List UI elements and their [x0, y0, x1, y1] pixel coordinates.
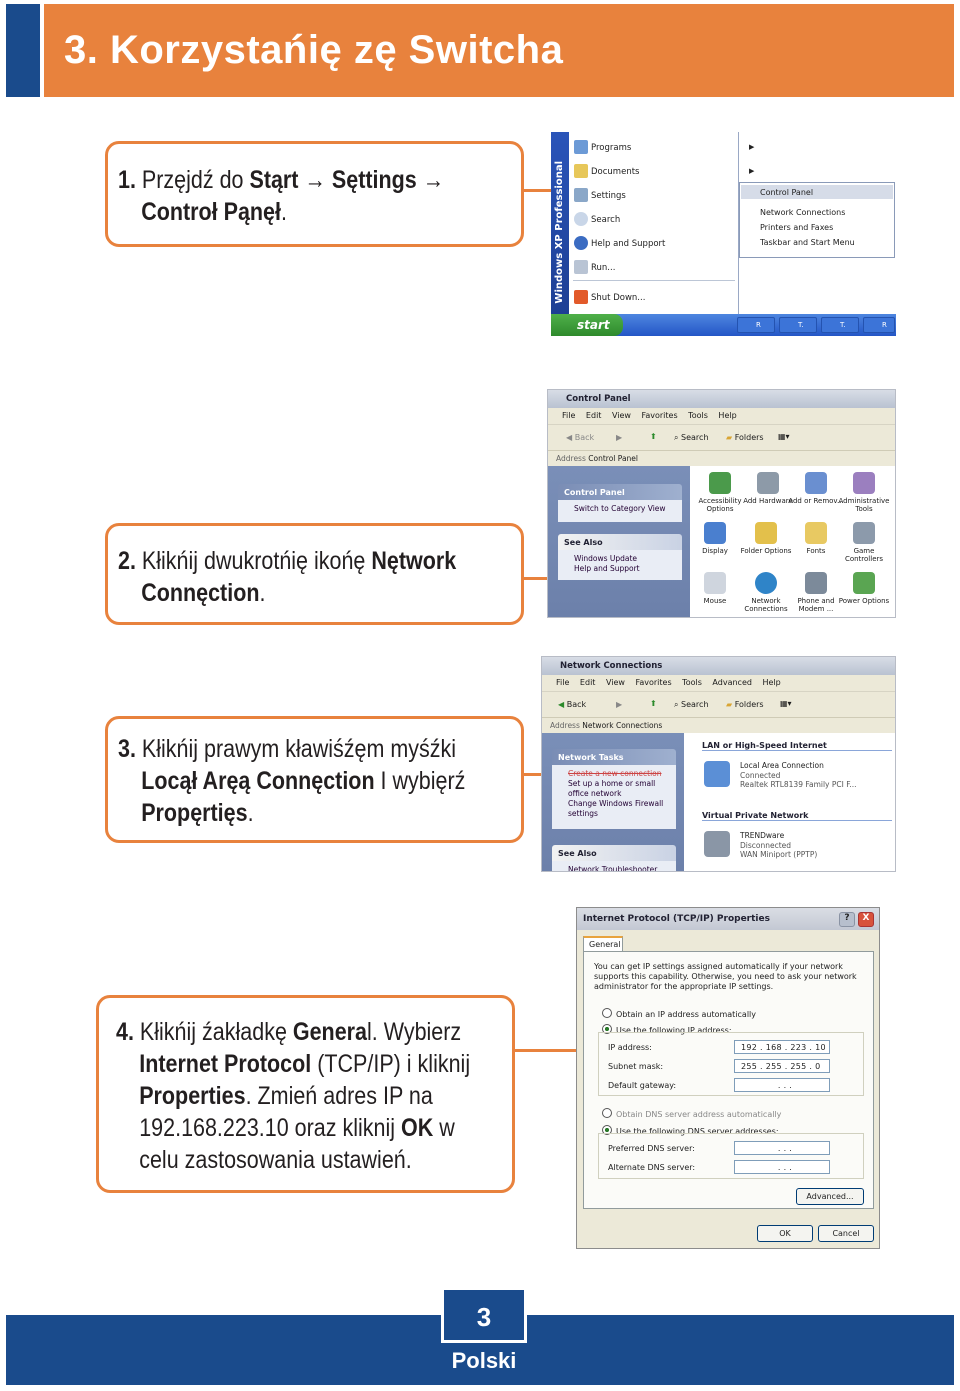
- taskbar-button[interactable]: T.: [779, 317, 817, 333]
- address-bar[interactable]: [542, 717, 895, 733]
- address-label: Address: [556, 454, 586, 463]
- display-icon: [704, 522, 726, 544]
- menu-divider: [573, 280, 735, 281]
- folder-icon: ▰: [726, 433, 735, 442]
- start-menu-screenshot: [551, 132, 896, 336]
- tab-general[interactable]: General: [583, 936, 623, 952]
- submenu-network-connections[interactable]: Network Connections: [760, 208, 846, 217]
- windows-update-link[interactable]: Windows Update: [574, 554, 638, 563]
- start-menu-side-label: Windows XP Professional: [554, 161, 565, 304]
- menu-bar[interactable]: File Edit View Favorites Tools Advanced Help: [542, 675, 895, 691]
- vpn-connection-icon: [704, 831, 730, 857]
- folders-button[interactable]: ▰ Folders: [726, 433, 764, 442]
- see-also-header[interactable]: See Also: [552, 845, 676, 861]
- local-area-connection[interactable]: Local Area Connection Connected Realtek RTL8139 Family PCI F...: [740, 761, 857, 789]
- address-bar[interactable]: [548, 450, 895, 466]
- cp-fonts[interactable]: Fonts: [786, 522, 846, 555]
- cancel-button[interactable]: Cancel: [818, 1225, 874, 1242]
- vpn-group-header: Virtual Private Network: [702, 811, 892, 821]
- submenu-printers[interactable]: Printers and Faxes: [760, 223, 834, 232]
- cp-add-remove[interactable]: Add or Remov...: [786, 472, 846, 505]
- back-arrow-icon: ◀: [558, 700, 567, 709]
- programs-icon: [574, 140, 588, 154]
- help-button[interactable]: ?: [839, 912, 855, 927]
- submenu-taskbar[interactable]: Taskbar and Start Menu: [760, 238, 855, 247]
- subnet-mask-field[interactable]: 255 . 255 . 255 . 0: [734, 1059, 830, 1073]
- up-folder-icon[interactable]: ⬆: [650, 699, 657, 708]
- address-value: Control Panel: [588, 454, 638, 463]
- ip-address-label: IP address:: [608, 1043, 652, 1052]
- search-button[interactable]: ⌕ Search: [674, 700, 709, 709]
- menu-item-documents[interactable]: Documents: [591, 167, 640, 177]
- task-panel-header[interactable]: Control Panel: [558, 484, 682, 500]
- see-also-header[interactable]: See Also: [558, 534, 682, 550]
- shutdown-icon: [574, 290, 588, 304]
- header-blue-block: [6, 4, 40, 97]
- step-1-text: 1. Przęjdź do Stąrt → Sęttings → Controł Pąnęł.: [118, 166, 445, 226]
- connections-list: [684, 733, 895, 871]
- menu-bar[interactable]: File Edit View Favorites Tools Help: [548, 408, 895, 424]
- preferred-dns-label: Preferred DNS server:: [608, 1144, 695, 1153]
- step-2-text: 2. Kłikńij dwukrotńię ikońę Nętwork Connęction.: [118, 547, 457, 607]
- dialog-title: Internet Protocol (TCP/IP) Properties: [577, 908, 879, 930]
- cp-admin-tools[interactable]: Administrative Tools: [834, 472, 894, 513]
- subnet-mask-label: Subnet mask:: [608, 1062, 664, 1071]
- start-button[interactable]: start: [551, 314, 623, 336]
- search-icon: [574, 212, 588, 226]
- toolbar: [542, 691, 895, 717]
- firewall-link[interactable]: Change Windows Firewall settings: [568, 799, 664, 818]
- accessibility-icon: [709, 472, 731, 494]
- alternate-dns-label: Alternate DNS server:: [608, 1163, 696, 1172]
- advanced-button[interactable]: Advanced...: [796, 1188, 864, 1205]
- admin-tools-icon: [853, 472, 875, 494]
- address-value: Network Connections: [582, 721, 663, 730]
- control-panel-icons: [690, 466, 895, 617]
- window-title: Network Connections: [542, 657, 895, 675]
- ip-address-field[interactable]: 192 . 168 . 223 . 10: [734, 1040, 830, 1054]
- window-title: Control Panel: [548, 390, 895, 408]
- search-icon: ⌕: [674, 700, 682, 709]
- page-title: 3. Korzystańię zę Switcha: [64, 28, 564, 72]
- page-number: 3: [476, 1302, 492, 1332]
- search-button[interactable]: ⌕ Search: [674, 433, 709, 442]
- obtain-ip-radio[interactable]: Obtain an IP address automatically: [602, 1008, 756, 1019]
- chevron-right-icon: ▶: [749, 143, 755, 151]
- vpn-connection[interactable]: TRENDware Disconnected WAN Miniport (PPTP): [740, 831, 818, 859]
- cp-network-connections[interactable]: Network Connections: [736, 572, 796, 613]
- network-icon: [755, 572, 777, 594]
- switch-category-link[interactable]: Switch to Category View: [574, 504, 666, 513]
- folders-button[interactable]: ▰ Folders: [726, 700, 764, 709]
- create-connection-link[interactable]: Create a new connection: [568, 769, 662, 778]
- search-icon: ⌕: [674, 433, 682, 442]
- views-icon[interactable]: ▦▾: [778, 432, 790, 441]
- general-tab-page: [583, 951, 874, 1209]
- forward-icon[interactable]: ▶: [616, 700, 623, 709]
- documents-icon: [574, 164, 588, 178]
- up-folder-icon[interactable]: ⬆: [650, 432, 657, 441]
- folder-icon: ▰: [726, 700, 735, 709]
- menu-item-run[interactable]: Run...: [591, 263, 616, 273]
- views-icon[interactable]: ▦▾: [780, 699, 792, 708]
- tcpip-properties-dialog: [576, 907, 880, 1249]
- task-panel-body: [558, 500, 682, 522]
- chevron-right-icon: ▶: [749, 167, 755, 175]
- run-icon: [574, 260, 588, 274]
- game-controller-icon: [853, 522, 875, 544]
- menu-item-help[interactable]: Help and Support: [591, 239, 666, 249]
- ok-button[interactable]: OK: [757, 1225, 813, 1242]
- troubleshooter-link[interactable]: Network Troubleshooter: [568, 865, 658, 872]
- taskbar-button[interactable]: T.: [821, 317, 859, 333]
- address-label: Address: [550, 721, 580, 730]
- taskbar-button[interactable]: R: [737, 317, 775, 333]
- gateway-label: Default gateway:: [608, 1081, 677, 1090]
- help-icon: [574, 236, 588, 250]
- dialog-intro: You can get IP settings assigned automatically if your network supports this capability. Otherwise, you need to ask your network administrator for the appropriate IP settings.: [594, 962, 857, 991]
- network-tasks-header[interactable]: Network Tasks: [552, 749, 676, 765]
- submenu-control-panel[interactable]: Control Panel: [760, 188, 814, 197]
- folder-options-icon: [755, 522, 777, 544]
- preferred-dns-field[interactable]: . . .: [734, 1141, 830, 1155]
- taskbar-button[interactable]: R: [863, 317, 895, 333]
- task-pane: [548, 466, 690, 617]
- hardware-icon: [757, 472, 779, 494]
- language-label: Polski: [451, 1348, 517, 1373]
- cp-add-hardware[interactable]: Add Hardware: [738, 472, 798, 505]
- cp-phone-modem[interactable]: Phone and Modem ...: [786, 572, 846, 613]
- back-button[interactable]: ◀ Back: [558, 700, 587, 709]
- menu-item-shutdown[interactable]: Shut Down...: [591, 293, 646, 303]
- start-menu-side-strip: [551, 132, 569, 314]
- menu-item-search[interactable]: Search: [591, 215, 621, 225]
- phone-icon: [805, 572, 827, 594]
- power-icon: [853, 572, 875, 594]
- taskbar: [551, 314, 896, 336]
- cp-power-options[interactable]: Power Options: [834, 572, 894, 605]
- control-panel-screenshot: [547, 389, 896, 618]
- forward-icon[interactable]: ▶: [616, 433, 623, 442]
- cp-folder-options[interactable]: Folder Options: [736, 522, 796, 555]
- menu-item-programs[interactable]: Programs: [591, 143, 632, 153]
- network-connections-screenshot: [541, 656, 896, 872]
- use-ip-radio[interactable]: Use the following IP address:: [602, 1024, 732, 1035]
- alternate-dns-field[interactable]: . . .: [734, 1160, 830, 1174]
- cp-accessibility[interactable]: Accessibility Options: [690, 472, 750, 513]
- cp-game-controllers[interactable]: Game Controllers: [834, 522, 894, 563]
- add-remove-icon: [805, 472, 827, 494]
- cp-display[interactable]: Display: [685, 522, 745, 555]
- close-button[interactable]: X: [858, 912, 874, 927]
- mouse-icon: [704, 572, 726, 594]
- step-3-text: 3. Kłikńij prawym kławiśźęm myśźki Locął Aręą Connęction I wybięrź Propęrtięs.: [118, 735, 466, 827]
- use-dns-radio[interactable]: Use the following DNS server addresses:: [602, 1125, 779, 1136]
- toolbar: [548, 424, 895, 450]
- menu-item-settings[interactable]: Settings: [591, 191, 626, 201]
- start-menu: [569, 132, 755, 314]
- gateway-field[interactable]: . . .: [734, 1078, 830, 1092]
- lan-connection-icon: [704, 761, 730, 787]
- help-support-link[interactable]: Help and Support: [574, 564, 640, 573]
- settings-icon: [574, 188, 588, 202]
- back-arrow-icon: ◀: [566, 433, 575, 442]
- back-button[interactable]: ◀ Back: [566, 433, 595, 442]
- home-network-link[interactable]: Set up a home or small office network: [568, 779, 656, 798]
- step-4-text: 4. Kłikńij źakładkę General. Wybierz Internet Protocol (TCP/IP) i kliknij Properties. Zmień adres IP na 192.168.223.10 oraz kliknij OK w celu zastosowania ustawień.: [116, 1018, 471, 1174]
- cp-mouse[interactable]: Mouse: [685, 572, 745, 605]
- settings-submenu: [739, 182, 895, 258]
- fonts-icon: [805, 522, 827, 544]
- task-pane: [542, 733, 684, 871]
- page-number-box: [441, 1287, 527, 1343]
- obtain-dns-radio[interactable]: Obtain DNS server address automatically: [602, 1108, 781, 1119]
- lan-group-header: LAN or High-Speed Internet: [702, 741, 892, 751]
- see-also-body: [552, 861, 676, 872]
- see-also-body: [558, 550, 682, 580]
- network-tasks-body: [552, 765, 676, 829]
